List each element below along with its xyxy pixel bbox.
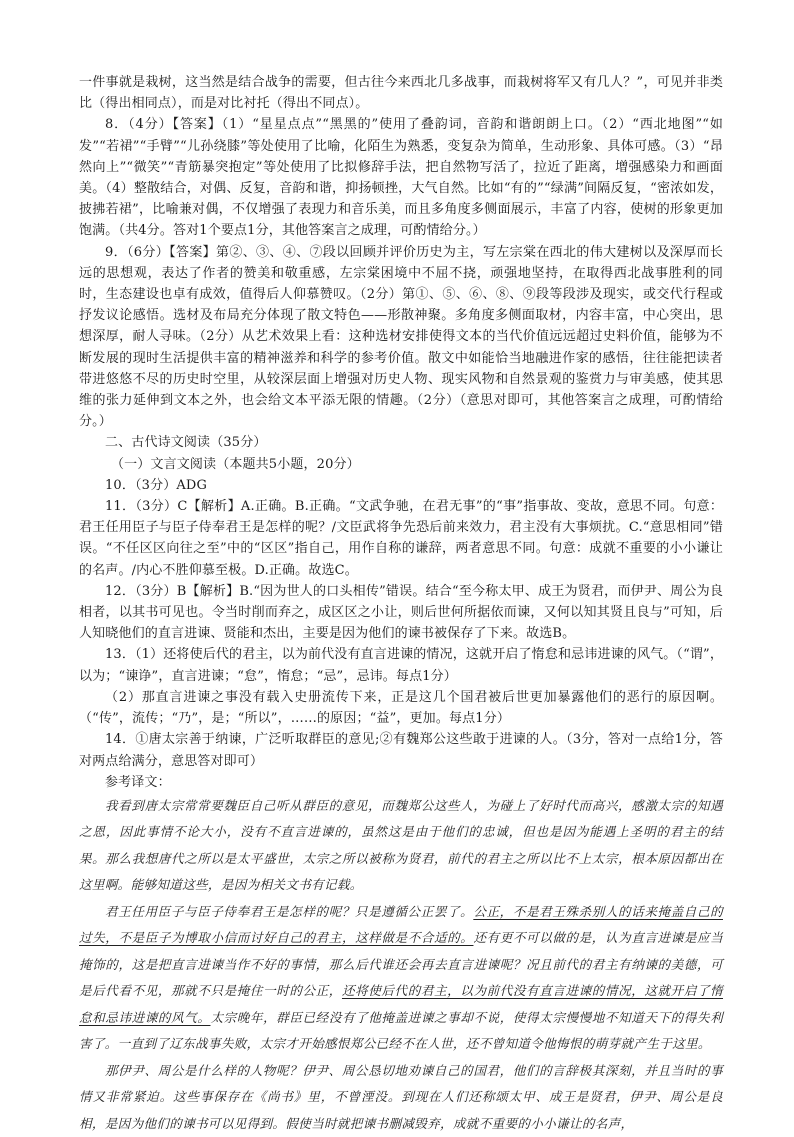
answer-paragraph xyxy=(79,432,723,453)
underlined-text: 还将使后代的君主，以为前代没有直言进谏的情况，这就开启了惰怠和忌讳进谏的风气。 xyxy=(79,983,724,1025)
text-segment: （2）那直言进谏之事没有载入史册流传下来，正是这几个国君被后世更加暴露他们的恶行的原因啊。（“传”，流传；“乃”，是；“所以”，……的原因；“益”，更加。每点1分） xyxy=(79,689,723,727)
answer-paragraph xyxy=(79,454,723,475)
text-segment: 君王任用臣子与臣子侍奉君王是怎样的呢？只是遵循公正罢了。 xyxy=(105,903,474,919)
text-segment: 二、古代诗文阅读（35分） xyxy=(105,435,267,451)
answer-paragraph xyxy=(79,772,723,793)
text-segment: 11．（3分）C【解析】A.正确。B.正确。“文武争驰，在君无事”的“事”指事故、变故，意思不同。句意：君王任用臣子与臣子侍奉君王是怎样的呢？/文臣武将争先恐后前来效力，君主没有大事烦扰。C.“意思相同”错误。“不任区区向往之至”中的“区区”指自己，用作自称的谦辞，两者意思不同。句意：成就不重要的小小谦让的名声。/内心不胜仰慕至极。D.正确。故选C。 xyxy=(79,499,723,578)
text-segment: 8．（4分）【答案】（1）“星星点点”“黑黑的”使用了叠韵词，音韵和谐朗朗上口。（2）“西北地图”“如发”“若裙”“手臂”“儿孙绕膝”等处使用了比喻，化陌生为熟悉，变复杂为简单，生动形象、具体可感。（3）“昂然向上”“微笑”“青筋暴突抱定”等处使用了比拟修辞手法，把自然物写活了，拉近了距离，增强感染力和画面美。（4）整散结合，对偶、反复，音韵和谐，抑扬顿挫，大气自然。比如“有的”“绿满”间隔反复，“密浓如发，披拂若裙”，比喻兼对偶，不仅增强了表现力和音乐美，而且多角度多侧面展示，丰富了内容，使树的形象更加饱满。（共4分。答对1个要点1分，其他答案言之成理，可酌情给分。） xyxy=(79,117,723,239)
text-segment: 还有更不可以做的是，认为直言进谏是应当掩饰的，这是把直言进谏当作不好的事情，那么后代谁还会再去直言进谏呢？况且前代的君主有纳谏的美德，可是后代看不见，那就不只是掩住一时的公正， xyxy=(79,930,724,999)
text-segment: （一）文言文阅读（本题共5小题，20分） xyxy=(111,456,360,472)
text-segment: 13．（1）还将使后代的君主，以为前代没有直言进谏的情况，这就开启了惰怠和忌讳进谏的风气。（“谓”，以为；“谏诤”，直言进谏；“怠”，惰怠；“忌”，忌讳。每点1分） xyxy=(79,647,723,684)
text-segment: 参考译文： xyxy=(105,774,171,790)
text-segment: 一件事就是栽树，这当然是结合战争的需要，但古往今来西北几多战事，而栽树将军又有几人？”，可见并非类比（得出相同点），而是对比衬托（得出不同点）。 xyxy=(79,75,723,112)
answer-paragraph xyxy=(79,242,723,433)
translation-paragraph xyxy=(79,793,723,899)
answer-paragraph xyxy=(79,475,723,496)
translation-paragraph xyxy=(79,899,723,1058)
answer-paragraph xyxy=(79,729,723,771)
text-segment: 10．（3分）ADG xyxy=(105,477,208,493)
underlined-text: 公正，不是君王殊杀别人的话来掩盖自己的过失，不是臣子为博取小信而讨好自己的君主，这样做是不合适的。 xyxy=(79,903,723,946)
text-segment: 那伊尹、周公是什么样的人物呢？伊尹、周公恳切地劝谏自己的国君，他们的言辞极其深刻，并且当时的事情又非常紧迫。这些事保存在《尚书》里，不曾湮没。到现在人们还称颂太甲、成王是贤君，伊尹、周公是良相，是因为他们的谏书可以见得到。假使当时就把谏书删减毁弃，成就不重要的小小谦让的名声， xyxy=(79,1062,723,1131)
text-segment: 9．（6分）【答案】第②、③、④、⑦段以回顾并评价历史为主，写左宗棠在西北的伟大建树以及深厚而长远的思想观，表达了作者的赞美和敬重感，左宗棠困境中不屈不挠，顽强地坚持，在取得西北战事胜利的同时，生态建设也卓有成效，值得后人仰慕赞叹。（2分）第①、⑤、⑥、⑧、⑨段等段涉及现实，或交代行程或抒发议论感悟。选材及布局充分体现了散文特色——形散神聚。多角度多侧面取材，内容丰富，中心突出，思想深厚，耐人寻味。（2分）从艺术效果上看：这种选材安排使得文本的当代价值远远超过史料价值，能够为不断发展的现时生活提供丰富的精神滋养和科学的参考价值。散文中如能恰当地融进作家的感悟，往往能把读者带进悠悠不尽的历史时空里，从较深层面上增强对历史人物、现实风物和自然景观的鉴赏力与审美感，使其思维的张力延伸到文本之外，也会给文本平添无限的情趣。（2分）（意思对即可，其他答案言之成理，可酌情给分。） xyxy=(79,244,723,430)
text-segment: 我看到唐太宗常常要魏臣自己听从群臣的意见，而魏郑公这些人，为碰上了好时代而高兴，感激太宗的知遇之恩，因此事情不论大小，没有不直言进谏的，虽然这是由于他们的忠诚，但也是因为能遇上圣明的君主的结果。那么我想唐代之所以是太平盛世，太宗之所以被称为贤君，前代的君主之所以比不上太宗，根本原因都出在这里啊。能够知道这些，是因为相关文书有记载。 xyxy=(79,797,723,893)
answer-paragraph xyxy=(79,581,723,645)
answer-paragraph xyxy=(79,644,723,686)
text-segment: 太宗晚年，群臣已经没有了他掩盖进谏之事却不说，使得太宗慢慢地不知道天下的得失利害了。一直到了辽东战事失败，太宗才开始感恨郑公已经不在人世，还不曾知道令他悔恨的萌芽就产生于这里。 xyxy=(79,1009,724,1052)
answer-paragraph xyxy=(79,687,723,729)
answer-paragraph xyxy=(79,496,723,581)
answer-paragraph xyxy=(79,72,723,114)
answer-paragraph xyxy=(79,114,723,241)
text-segment: 14．①唐太宗善于纳谏，广泛听取群臣的意见;②有魏郑公这些敢于进谏的人。（3分，答对一点给1分，答对两点给满分，意思答对即可） xyxy=(79,732,723,769)
text-segment: 12．（3分）B【解析】B.“因为世人的口头相传”错误。结合“至今称太甲、成王为贤君，而伊尹、周公为良相者，以其书可见也。令当时削而弃之，成区区之小让，则后世何所据依而谏，又何以知其贤且良与”可知，后人知晓他们的直言进谏、贤能和杰出，主要是因为他们的谏书被保存了下来。故选B。 xyxy=(79,583,723,642)
translation-paragraph xyxy=(79,1058,723,1137)
